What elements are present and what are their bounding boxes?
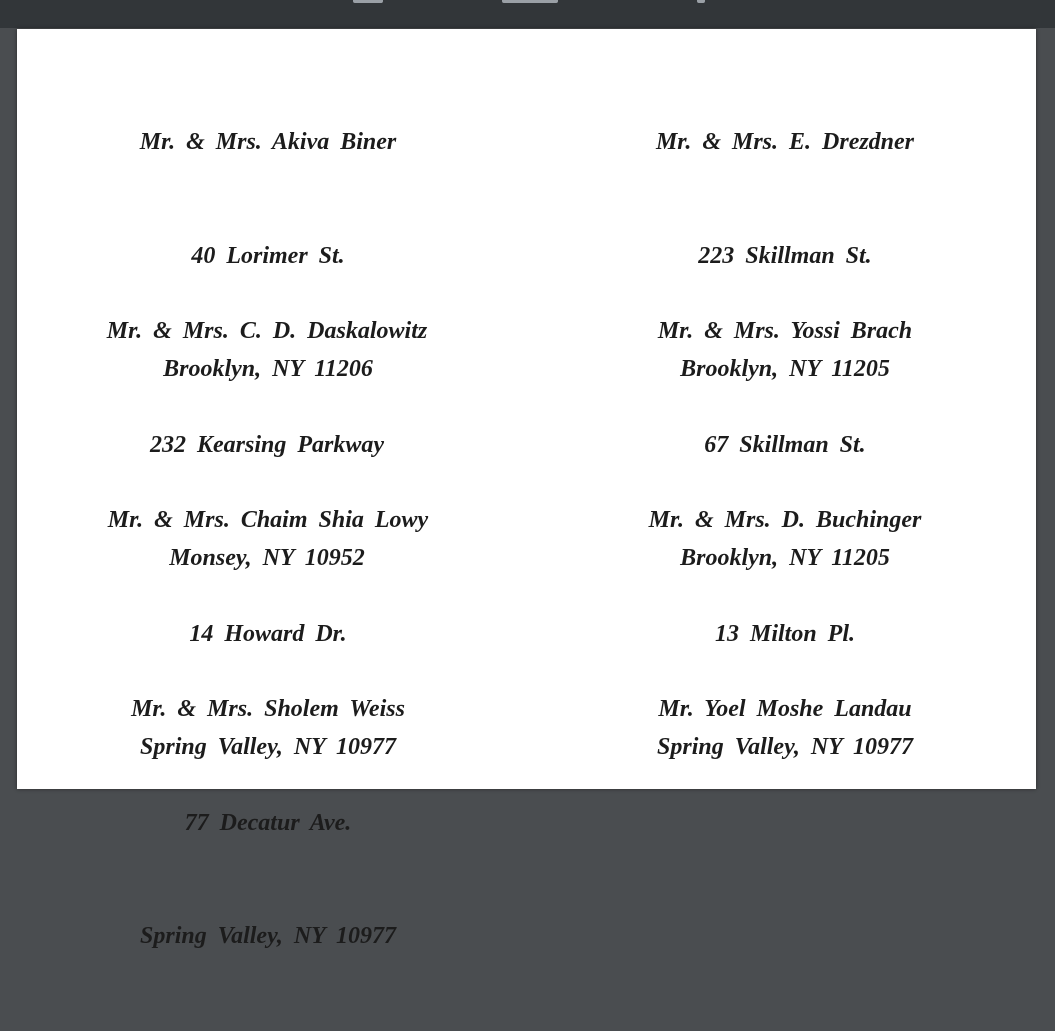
label-street: 67 Skillman St. bbox=[704, 431, 866, 458]
label-name: Mr. & Mrs. Sholem Weiss bbox=[131, 696, 405, 723]
label-street: 232 Kearsing Parkway bbox=[149, 431, 384, 458]
label-city: Spring Valley, NY 10977 bbox=[140, 922, 396, 949]
label-city: Brooklyn, NY 11205 bbox=[680, 355, 890, 382]
label-city: Spring Valley, NY 10977 bbox=[657, 733, 913, 760]
document-page bbox=[17, 29, 1036, 949]
toolbar-button[interactable] bbox=[353, 0, 383, 3]
toolbar-button[interactable] bbox=[502, 0, 558, 3]
toolbar-button[interactable] bbox=[697, 0, 705, 3]
label-name: Mr. & Mrs. C. D. Daskalowitz bbox=[106, 318, 428, 345]
label-name: Mr. & Mrs. Akiva Biner bbox=[139, 129, 397, 156]
label-name: Mr. Yoel Moshe Landau bbox=[658, 696, 912, 723]
label-name: Mr. & Mrs. Chaim Shia Lowy bbox=[107, 507, 429, 534]
label-street: 13 Milton Pl. bbox=[714, 620, 856, 647]
label-city: Spring Valley, NY 10977 bbox=[140, 733, 396, 760]
label-street: 40 Lorimer St. bbox=[191, 242, 345, 269]
viewer-toolbar bbox=[0, 0, 1055, 28]
address-label bbox=[587, 616, 983, 805]
label-street: 77 Decatur Ave. bbox=[184, 809, 352, 836]
label-city: Brooklyn, NY 11205 bbox=[680, 544, 890, 571]
address-label bbox=[70, 616, 466, 1031]
label-name: Mr. & Mrs. E. Drezdner bbox=[655, 129, 915, 156]
label-street: 223 Skillman St. bbox=[698, 242, 872, 269]
label-city: Brooklyn, NY 11206 bbox=[163, 355, 373, 382]
label-city: Monsey, NY 10952 bbox=[169, 544, 365, 571]
label-name: Mr. & Mrs. Yossi Brach bbox=[657, 318, 913, 345]
label-street: 14 Howard Dr. bbox=[189, 620, 347, 647]
label-name: Mr. & Mrs. D. Buchinger bbox=[648, 507, 922, 534]
